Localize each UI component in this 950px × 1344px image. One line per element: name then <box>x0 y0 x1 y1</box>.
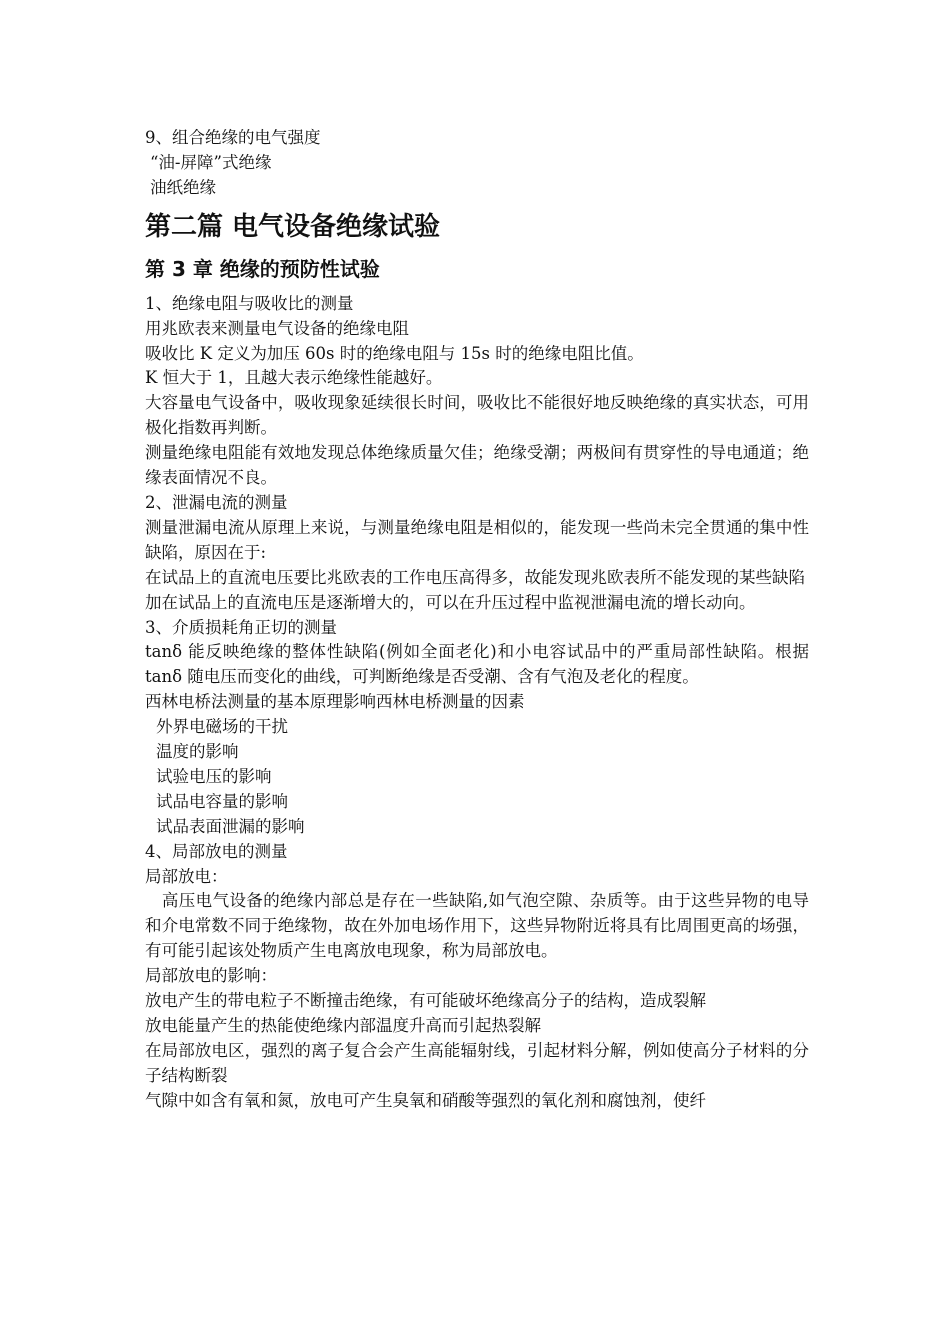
paragraph: 4、局部放电的测量 <box>145 841 288 861</box>
paragraph: tanδ 能反映绝缘的整体性缺陷(例如全面老化)和小电容试品中的严重局部性缺陷。根据 tanδ 随电压而变化的曲线，可判断绝缘是否受潮、含有气泡及老化的程度。 <box>145 642 815 687</box>
paragraph: 局部放电的影响： <box>145 966 277 986</box>
list-item: “油-屏障”式绝缘 <box>150 152 272 172</box>
paragraph: 测量泄漏电流从原理上来说，与测量绝缘电阻是相似的，能发现一些尚未完全贯通的集中性缺陷，原因在于: <box>145 517 809 562</box>
document-body <box>145 126 815 1114</box>
paragraph: 放电能量产生的热能使绝缘内部温度升高而引起热裂解 <box>145 1016 541 1035</box>
paragraph: 加在试品上的直流电压是逐渐增大的，可以在升压过程中监视泄漏电流的增长动向。 <box>145 592 756 612</box>
list-item: 外界电磁场的干扰 <box>156 717 288 737</box>
list-item: 油纸绝缘 <box>150 177 216 197</box>
paragraph: 高压电气设备的绝缘内部总是存在一些缺陷,如气泡空隙、杂质等。由于这些异物的电导和介电常数不同于绝缘物，故在外加电场作用下，这些异物附近将具有比周围更高的场强，有可能引起该处物质产生电离放电现象，称为局部放电。 <box>145 891 809 961</box>
paragraph: 测量绝缘电阻能有效地发现总体绝缘质量欠佳；绝缘受潮；两极间有贯穿性的导电通道；绝缘表面情况不良。 <box>145 443 809 488</box>
paragraph: 大容量电气设备中，吸收现象延续很长时间，吸收比不能很好地反映绝缘的真实状态，可用极化指数再判断。 <box>145 393 809 438</box>
paragraph: 2、泄漏电流的测量 <box>145 492 288 512</box>
paragraph: 放电产生的带电粒子不断撞击绝缘，有可能破坏绝缘高分子的结构，造成裂解 <box>145 991 706 1011</box>
paragraph: 用兆欧表来测量电气设备的绝缘电阻 <box>145 318 409 338</box>
paragraph: 3、介质损耗角正切的测量 <box>145 617 337 637</box>
list-item: 试品电容量的影响 <box>156 791 288 811</box>
paragraph: 西林电桥法测量的基本原理影响西林电桥测量的因素 <box>145 692 525 712</box>
paragraph: 局部放电： <box>145 866 228 886</box>
paragraph: 在试品上的直流电压要比兆欧表的工作电压高得多，故能发现兆欧表所不能发现的某些缺陷 <box>145 567 805 587</box>
paragraph: K 恒大于 1，且越大表示绝缘性能越好。 <box>145 368 443 388</box>
paragraph: 吸收比 K 定义为加压 60s 时的绝缘电阻与 15s 时的绝缘电阻比值。 <box>145 343 644 363</box>
list-item: 试品表面泄漏的影响 <box>156 816 305 836</box>
list-item: 温度的影响 <box>156 742 239 762</box>
paragraph: 9、组合绝缘的电气强度 <box>145 128 321 147</box>
paragraph: 在局部放电区，强烈的离子复合会产生高能辐射线，引起材料分解，例如使高分子材料的分子结构断裂 <box>145 1040 809 1085</box>
paragraph: 气隙中如含有氧和氮，放电可产生臭氧和硝酸等强烈的氧化剂和腐蚀剂，使纤 <box>145 1090 706 1110</box>
part-heading: 第二篇 电气设备绝缘试验 <box>145 211 441 242</box>
chapter-heading: 第 3 章 绝缘的预防性试验 <box>145 256 380 281</box>
list-item: 试验电压的影响 <box>156 766 272 786</box>
paragraph: 1、绝缘电阻与吸收比的测量 <box>145 293 354 313</box>
